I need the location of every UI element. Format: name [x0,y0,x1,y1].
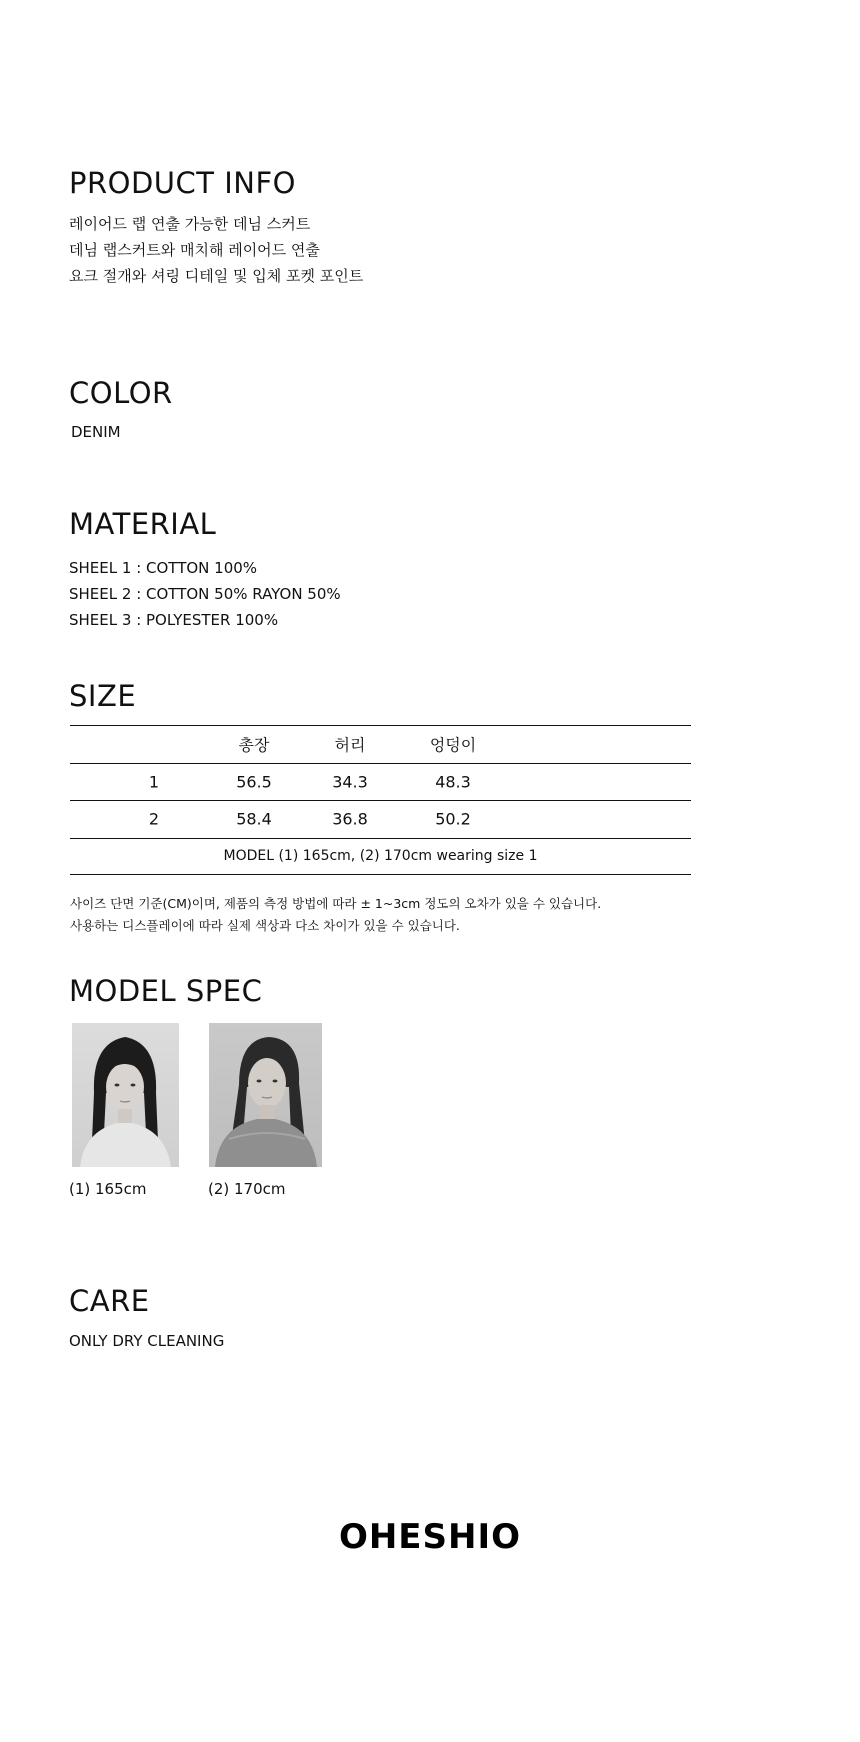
size-header-hip: 엉덩이 [429,735,477,755]
size-header-waist: 허리 [334,735,366,755]
size-table [70,725,691,875]
display-color-note: 사용하는 디스플레이에 따라 실제 색상과 다소 차이가 있을 수 있습니다. [70,918,460,933]
color-heading: COLOR [69,376,173,410]
size-length-cell: 56.5 [236,772,272,792]
brand-logo: OHESHIO [338,1517,522,1557]
size-label-cell: 1 [148,772,160,792]
product-info-line: 요크 절개와 셔링 디테일 및 입체 포켓 포인트 [69,267,364,285]
size-table-header-row [70,725,691,763]
model-portrait-icon [72,1023,179,1167]
care-instructions: ONLY DRY CLEANING [69,1332,225,1350]
size-label-cell: 2 [148,809,160,829]
size-length-cell: 58.4 [236,809,272,829]
size-waist-cell: 34.3 [332,772,368,792]
size-header-length: 총장 [238,735,270,755]
model-wearing-note: MODEL (1) 165cm, (2) 170cm wearing size 1 [223,848,538,865]
size-hip-cell: 50.2 [435,809,471,829]
size-waist-cell: 36.8 [332,809,368,829]
model-caption-1: (1) 165cm [69,1180,147,1198]
size-hip-cell: 48.3 [435,772,471,792]
model-spec-heading: MODEL SPEC [69,974,263,1008]
size-table-model-row [70,838,691,876]
material-heading: MATERIAL [69,507,217,541]
care-heading: CARE [69,1284,150,1318]
product-info-heading: PRODUCT INFO [69,166,296,200]
model-portrait-icon [209,1023,322,1167]
color-value: DENIM [71,423,121,441]
material-line: SHEEL 3 : POLYESTER 100% [69,611,279,629]
product-info-line: 레이어드 랩 연출 가능한 데님 스커트 [69,215,311,233]
size-table-row [70,800,691,838]
material-line: SHEEL 2 : COTTON 50% RAYON 50% [69,585,341,603]
model-photo-2 [209,1023,322,1167]
product-info-line: 데님 랩스커트와 매치해 레이어드 연출 [69,241,320,259]
model-caption-2: (2) 170cm [208,1180,286,1198]
material-line: SHEEL 1 : COTTON 100% [69,559,258,577]
size-heading: SIZE [69,679,137,713]
size-table-row [70,763,691,801]
size-tolerance-note: 사이즈 단면 기준(CM)이며, 제품의 측정 방법에 따라 ± 1~3cm 정도의 오차가 있을 수 있습니다. [70,896,602,911]
model-photo-1 [72,1023,179,1167]
